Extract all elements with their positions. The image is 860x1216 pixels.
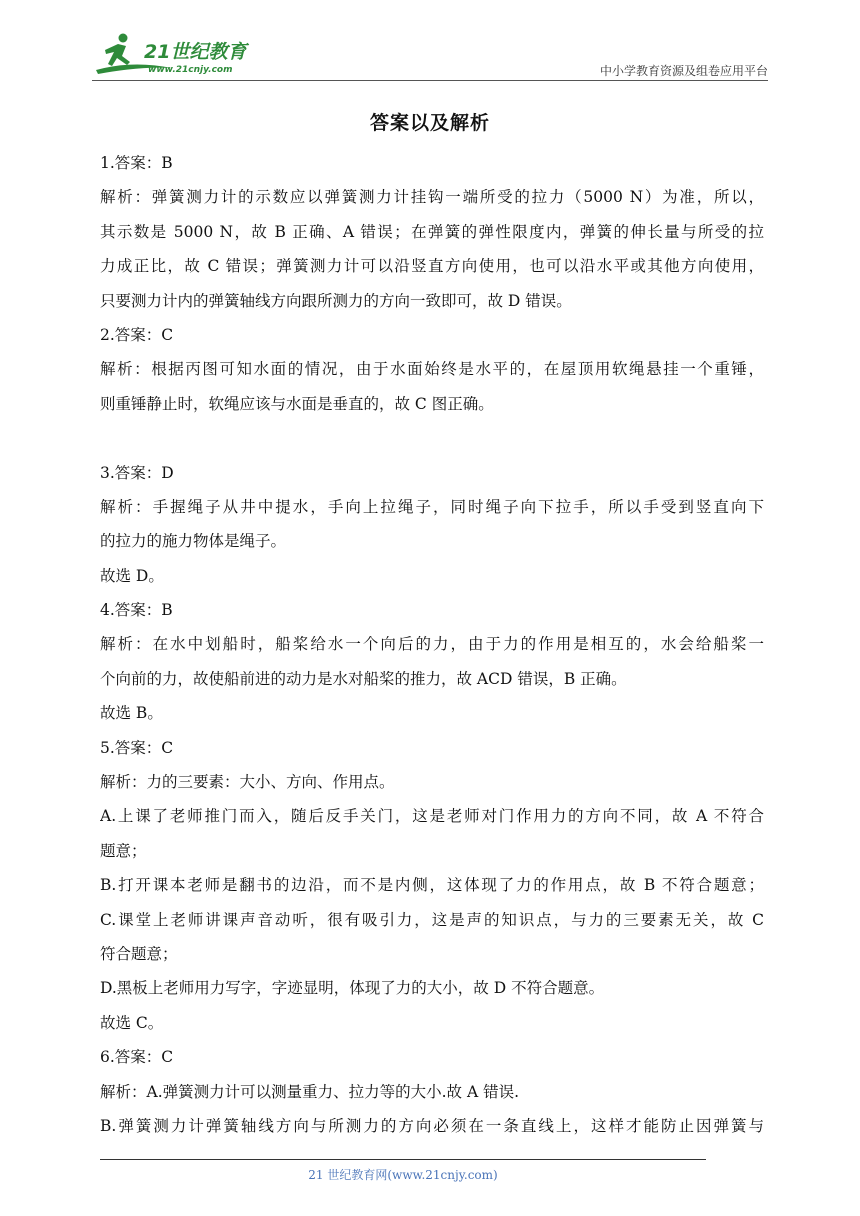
- answer-body: [100, 146, 764, 1143]
- runner-icon: [105, 34, 130, 67]
- text-line: 个向前的力，故使船前进的动力是水对船桨的推力，故 ACD 错误，B 正确。: [100, 669, 627, 688]
- text-line: C.课堂上老师讲课声音动听，很有吸引力，这是声的知识点，与力的三要素无关，故 C: [100, 910, 764, 929]
- platform-name: 中小学教育资源及组卷应用平台: [599, 64, 768, 78]
- text-line: 解析：手握绳子从井中提水，手向上拉绳子，同时绳子向下拉手，所以手受到竖直向下: [100, 497, 764, 516]
- text-line: 5.答案：C: [100, 738, 174, 757]
- logo-url: www.21cnjy.com: [148, 65, 233, 75]
- page-title: 答案以及解析: [369, 112, 490, 134]
- text-line: 4.答案：B: [100, 601, 173, 620]
- text-line: 1.答案：B: [100, 154, 173, 172]
- footer-text: 21 世纪教育网(www.21cnjy.com): [308, 1168, 498, 1182]
- text-line: 的拉力的施力物体是绳子。: [100, 532, 287, 551]
- text-line: B.打开课本老师是翻书的边沿，而不是内侧，这体现了力的作用点，故 B 不符合题意；: [100, 876, 764, 895]
- text-line: 只要测力计内的弹簧轴线方向跟所测力的方向一致即可，故 D 错误。: [100, 291, 572, 310]
- text-line: 题意；: [100, 841, 147, 860]
- text-line: D.黑板上老师用力写字，字迹显明，体现了力的大小，故 D 不符合题意。: [100, 979, 605, 998]
- text-line: 解析：根据丙图可知水面的情况，由于水面始终是水平的，在屋顶用软绳悬挂一个重锤，: [100, 360, 764, 379]
- page-header: [92, 30, 768, 82]
- logo: [92, 30, 262, 78]
- blank-line: [100, 421, 764, 455]
- text-line: B.弹簧测力计弹簧轴线方向与所测力的方向必须在一条直线上，这样才能防止因弹簧与: [100, 1116, 764, 1135]
- logo-text: 21世纪教育: [144, 41, 247, 63]
- text-line: 2.答案：C: [100, 325, 174, 344]
- text-line: 6.答案：C: [100, 1048, 174, 1067]
- text-line: A.上课了老师推门而入，随后反手关门，这是老师对门作用力的方向不同，故 A 不符合: [100, 807, 764, 826]
- footer-divider: [100, 1159, 706, 1160]
- text-line: 解析：A.弹簧测力计可以测量重力、拉力等的大小.故 A 错误.: [100, 1082, 520, 1101]
- text-line: 力成正比，故 C 错误；弹簧测力计可以沿竖直方向使用，也可以沿水平或其他方向使用，: [100, 257, 764, 276]
- text-line: 解析：力的三要素：大小、方向、作用点。: [100, 773, 395, 792]
- header-divider: [92, 80, 768, 81]
- text-line: 其示数是 5000 N，故 B 正确、A 错误；在弹簧的弹性限度内，弹簧的伸长量与所受的拉: [100, 222, 764, 241]
- text-line: 3.答案：D: [100, 463, 174, 482]
- text-line: 故选 B。: [100, 704, 163, 723]
- text-line: 解析：弹簧测力计的示数应以弹簧测力计挂钩一端所受的拉力（5000 N）为准，所以，: [100, 188, 764, 207]
- text-line: 符合题意；: [100, 944, 178, 963]
- text-line: 故选 C。: [100, 1013, 164, 1032]
- text-line: 则重锤静止时，软绳应该与水面是垂直的，故 C 图正确。: [100, 394, 494, 413]
- text-line: 故选 D。: [100, 566, 164, 585]
- text-line: 解析：在水中划船时，船桨给水一个向后的力，由于力的作用是相互的，水会给船桨一: [100, 635, 764, 654]
